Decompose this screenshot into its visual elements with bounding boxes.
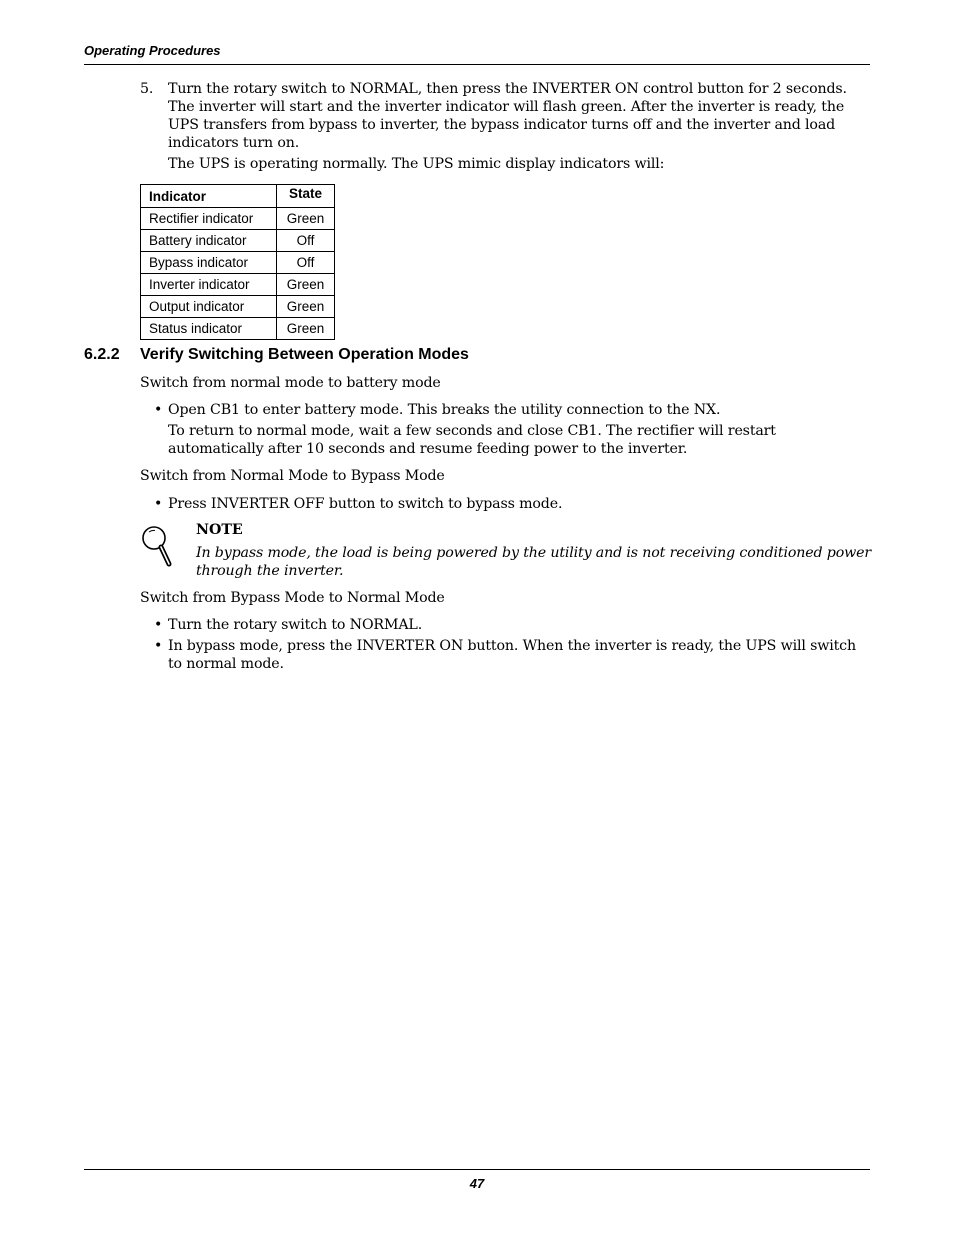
- list-item-body: [168, 637, 868, 673]
- bullet-marker: •: [154, 638, 163, 654]
- normal-to-battery-heading: Switch from normal mode to battery mode: [140, 375, 441, 391]
- step-body: [168, 80, 874, 173]
- list-item-body: [168, 495, 868, 513]
- table-row: [141, 208, 335, 230]
- indicator-name: Rectifier indicator: [141, 208, 277, 230]
- table-row: [141, 296, 335, 318]
- normal-to-bypass-heading: Switch from Normal Mode to Bypass Mode: [140, 468, 445, 484]
- indicator-state: Off: [277, 252, 335, 274]
- table-row: [141, 318, 335, 340]
- list-item-body: [168, 401, 868, 458]
- list-item-text: Press INVERTER OFF button to switch to bypass mode.: [168, 496, 563, 512]
- section-title: Verify Switching Between Operation Modes: [140, 346, 469, 363]
- table-row: [141, 252, 335, 274]
- list-item-body: [168, 616, 868, 634]
- list-item-followup: To return to normal mode, wait a few seconds and close CB1. The rectifier will restart automatically after 10 seconds and resume feeding power to the inverter.: [168, 423, 776, 457]
- magnifier-icon: [140, 524, 174, 568]
- indicator-name: Status indicator: [141, 318, 277, 340]
- table-row: [141, 274, 335, 296]
- column-header-indicator: Indicator: [141, 185, 277, 208]
- indicator-state: Green: [277, 274, 335, 296]
- step-followup: The UPS is operating normally. The UPS mimic display indicators will:: [168, 156, 665, 172]
- column-header-state: State: [277, 185, 335, 208]
- indicator-name: Output indicator: [141, 296, 277, 318]
- bypass-to-normal-heading: Switch from Bypass Mode to Normal Mode: [140, 590, 445, 606]
- indicator-name: Bypass indicator: [141, 252, 277, 274]
- section-heading: [84, 346, 469, 364]
- bullet-marker: •: [154, 496, 163, 512]
- table-row: [141, 230, 335, 252]
- indicator-name: Battery indicator: [141, 230, 277, 252]
- list-item-text: Open CB1 to enter battery mode. This breaks the utility connection to the NX.: [168, 402, 721, 418]
- note-text: In bypass mode, the load is being powered by the utility and is not receiving conditioned power through the inverter.: [196, 545, 871, 579]
- step-text: Turn the rotary switch to NORMAL, then press the INVERTER ON control button for 2 seconds. The inverter will start and the inverter indicator will flash green. After the inverter is ready, the UPS transfers from bypass to inverter, the bypass indicator turns off and the inverter and load indicators turn on.: [168, 81, 847, 151]
- step-number: 5.: [140, 81, 154, 97]
- indicator-name: Inverter indicator: [141, 274, 277, 296]
- section-number: 6.2.2: [84, 346, 120, 363]
- list-item-text: In bypass mode, press the INVERTER ON button. When the inverter is ready, the UPS will switch to normal mode.: [168, 638, 856, 672]
- note-title: NOTE: [196, 522, 243, 538]
- indicator-state: Green: [277, 296, 335, 318]
- indicator-state-table: [140, 184, 335, 340]
- header-divider: [84, 64, 870, 65]
- running-header: Operating Procedures: [84, 43, 221, 58]
- indicator-state: Green: [277, 208, 335, 230]
- list-item-text: Turn the rotary switch to NORMAL.: [168, 617, 423, 633]
- bullet-marker: •: [154, 402, 163, 418]
- page-number: 47: [469, 1176, 485, 1191]
- footer-divider: [84, 1169, 870, 1170]
- indicator-state: Off: [277, 230, 335, 252]
- bullet-marker: •: [154, 617, 163, 633]
- indicator-state: Green: [277, 318, 335, 340]
- table-header-row: [141, 185, 335, 208]
